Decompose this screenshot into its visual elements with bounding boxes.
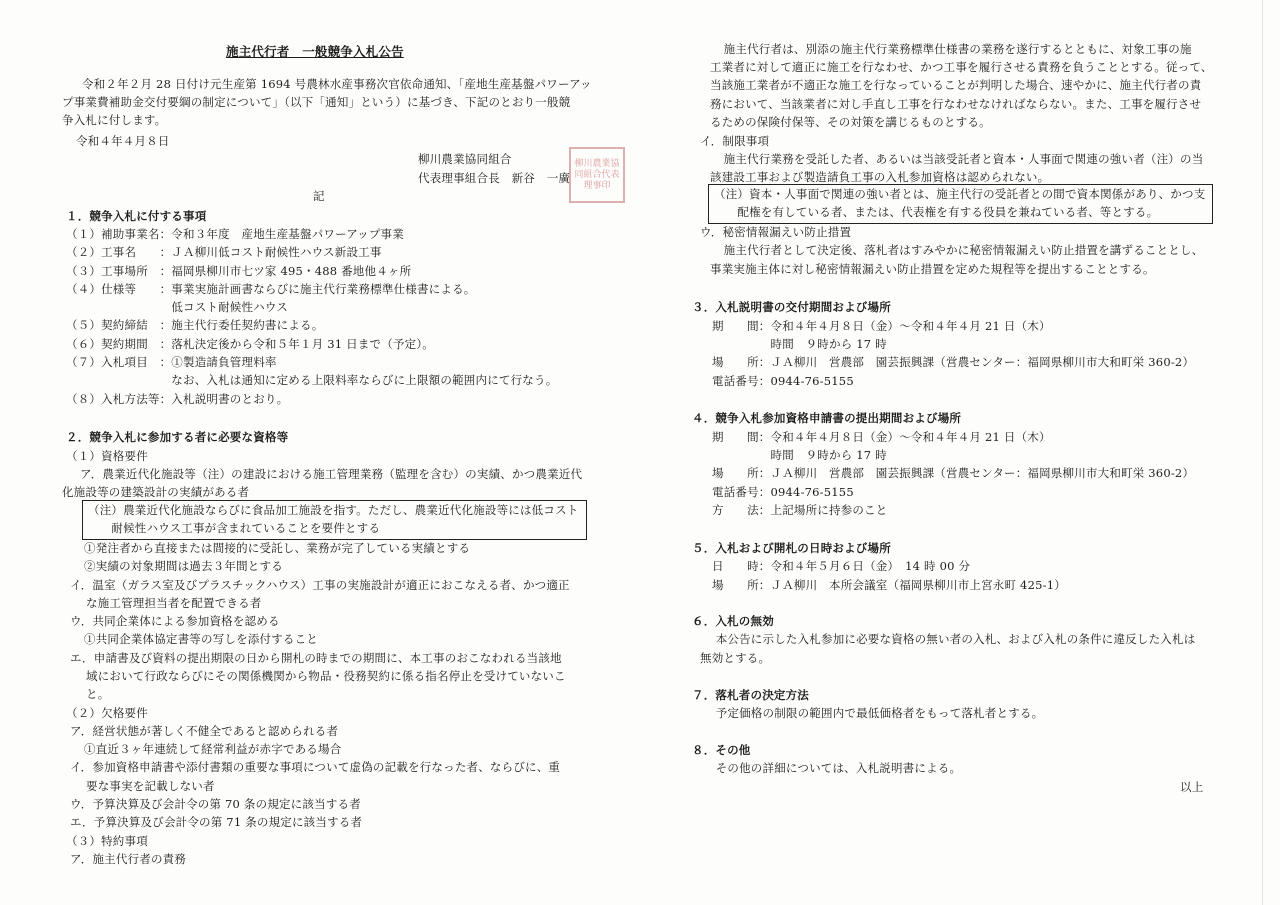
right-para-line-2: 工業者に対して適正に施工を行なわせ、かつ工事を履行させる責務を負うこととする。従って、	[710, 60, 1213, 74]
intro-line-1: 令和２年２月 28 日付け元生産第 1694 号農林水産事務次官依命通知、「産地生産基盤パワーアッ	[82, 77, 592, 91]
intro-line-2: プ事業費補助金交付要綱の制定について」（以下「通知」という）に基づき、下記のとおり一般競	[62, 95, 571, 109]
s2-a-line-2: 化施設等の建築設計の実績がある者	[62, 485, 250, 499]
s2-a-cond-2: ②実績の対象期間は過去３年間とする	[84, 559, 283, 573]
s4-period: 期 間：令和４年４月８日（金）～令和４年４月 21 日（木）	[712, 430, 1051, 444]
document-title: 施主代行者 一般競争入札公告	[226, 44, 404, 59]
issuer-representative: 代表理事組合長 新谷 一廣	[418, 171, 571, 185]
right-para-line-1: 施主代行者は、別添の施主代行業務標準仕様書の業務を遂行するとともに、対象工事の施	[712, 42, 1192, 56]
s4-phone: 電話番号：0944-76-5155	[712, 485, 854, 499]
s8-line-1: その他の詳細については、入札説明書による。	[704, 761, 962, 775]
note-2-line-1: （注）資本・人事面で関連の強い者とは、施主代行の受託者との間で資本関係があり、かつ支	[714, 187, 1206, 201]
s3-phone: 電話番号：0944-76-5155	[712, 374, 854, 388]
s2-k-line-2: ①直近３ヶ年連続して経常利益が赤字である場合	[84, 742, 342, 756]
right-para-line-4: 務において、当該業者に対し手直し工事を行なわせなければならない。また、工事を履行させ	[710, 97, 1202, 111]
s1-item-3: （３）工事場所 ：福岡県柳川市七ツ家 495・488 番地他４ヶ所	[66, 264, 412, 278]
section-3-heading: ３．入札説明書の交付期間および場所	[692, 300, 891, 314]
secrecy-line-2: 事業実施主体に対し秘密情報漏えい防止措置を定めた規程等を提出することとする。	[710, 262, 1155, 276]
s7-line-1: 予定価格の制限の範囲内で最低価格者をもって落札者とする。	[704, 706, 1044, 720]
intro-line-3: 争入札に付します。	[62, 113, 167, 127]
s2-t-line-1: ア．施主代行者の責務	[70, 852, 187, 866]
note-1-line-1: （注）農業近代化施設ならびに食品加工施設を指す。ただし、農業近代化施設等には低コスト	[88, 503, 579, 517]
section-8-heading: ８．その他	[692, 743, 751, 757]
s2-u-line-1: ウ．共同企業体による参加資格を認める	[70, 614, 280, 628]
s2-sub-2: （２）欠格要件	[66, 706, 148, 720]
section-5-heading: ５．入札および開札の日時および場所	[692, 541, 891, 555]
s2-k-line-1: ア．経営状態が著しく不健全であると認められる者	[70, 724, 339, 738]
section-2-heading: ２．競争入札に参加する者に必要な資格等	[66, 430, 289, 444]
s1-item-1: （１）補助事業名：令和３年度 産地生産基盤パワーアップ事業	[66, 227, 404, 241]
s5-place: 場 所：ＪＡ柳川 本所会議室（福岡県柳川市上宮永町 425-1）	[712, 578, 1066, 592]
s2-a-line-1: ア．農業近代化施設等（注）の建設における施工管理業務（監理を含む）の実績、かつ農業近代	[80, 467, 583, 481]
s1-item-5: （５）契約締結 ：施主代行委任契約書による。	[66, 318, 324, 332]
restriction-line-2: 該建設工事および製造請負工事の入札参加資格は認められない。	[710, 170, 1050, 184]
secrecy-line-1: 施主代行者として決定後、落札者はすみやかに秘密情報漏えい防止措置を講ずることとし、	[712, 243, 1204, 257]
s2-i-line-1: イ．温室（ガラス室及びプラスチックハウス）工事の実施設計が適正におこなえる者、かつ適正	[70, 578, 570, 592]
s3-period: 期 間：令和４年４月８日（金）～令和４年４月 21 日（木）	[712, 319, 1051, 333]
s6-line-2: 無効とする。	[700, 651, 771, 665]
issuer-organization: 柳川農業協同組合	[418, 152, 512, 166]
s6-line-1: 本公告に示した入札参加に必要な資格の無い者の入札、および入札の条件に違反した入札は	[704, 632, 1196, 646]
s1-item-8: （８）入札方法等：入札説明書のとおり。	[66, 392, 289, 406]
restriction-line-1: 施主代行業務を受託した者、あるいは当該受託者と資本・人事面で関連の強い者（注）の当	[712, 152, 1204, 166]
s1-item-4: （４）仕様等 ：事業実施計画書ならびに施主代行業務標準仕様書による。	[66, 282, 476, 296]
official-seal-stamp: 柳川農業協同組合代表理事印	[569, 147, 625, 203]
s1-item-2: （２）工事名 ：ＪＡ柳川低コスト耐候性ハウス新設工事	[66, 245, 382, 259]
section-4-heading: ４．競争入札参加資格申請書の提出期間および場所	[692, 411, 962, 425]
s1-item-7: （７）入札項目 ：①製造請負管理料率	[66, 355, 277, 369]
s2-sub-3: （３）特約事項	[66, 834, 148, 848]
secrecy-heading: ウ．秘密情報漏えい防止措置	[700, 225, 852, 239]
s1-item-7-cont: なお、入札は通知に定める上限料率ならびに上限額の範囲内にて行なう。	[66, 373, 558, 387]
restriction-heading: イ．制限事項	[700, 134, 770, 148]
right-para-line-3: 当該施工業者が不適正な施工を行なっていることが判明した場合、速やかに、施主代行者の責	[710, 78, 1202, 92]
notice-date: 令和４年４月８日	[76, 134, 170, 148]
s2-k-line-5: ウ．予算決算及び会計令の第 70 条の規定に該当する者	[70, 797, 361, 811]
s2-k-line-6: エ．予算決算及び会計令の第 71 条の規定に該当する者	[70, 815, 363, 829]
end-mark: 以上	[1180, 780, 1204, 794]
ki-label: 記	[313, 189, 325, 203]
s2-e-line-3: と。	[86, 687, 110, 701]
s5-datetime: 日 時：令和４年５月６日（金） 14 時 00 分	[712, 559, 971, 573]
s3-place: 場 所：ＪＡ柳川 営農部 園芸振興課（営農センター：福岡県柳川市大和町栄 360-2）	[712, 355, 1195, 369]
s4-time: 時間 ９時から 17 時	[712, 448, 887, 462]
s3-time: 時間 ９時から 17 時	[712, 337, 887, 351]
s2-u-line-2: ①共同企業体協定書等の写しを添付すること	[84, 632, 318, 646]
note-2-line-2: 配権を有している者、または、代表権を有する役員を兼ねている者、等とする。	[714, 205, 1159, 219]
s1-item-6: （６）契約期間 ：落札決定後から令和５年１月 31 日まで（予定）。	[66, 337, 434, 351]
s4-place: 場 所：ＪＡ柳川 営農部 園芸振興課（営農センター：福岡県柳川市大和町栄 360-2）	[712, 466, 1195, 480]
s2-i-line-2: な施工管理担当者を配置できる者	[86, 596, 262, 610]
s2-sub-1: （１）資格要件	[66, 449, 148, 463]
note-1-line-2: 耐候性ハウス工事が含まれていることを要件とする	[88, 521, 381, 535]
s4-method: 方 法：上記場所に持参のこと	[712, 503, 888, 517]
s2-e-line-1: エ．申請書及び資料の提出期限の日から開札の時までの期間に、本工事のおこなわれる当該地	[70, 651, 562, 665]
section-1-heading: １．競争入札に付する事項	[66, 209, 207, 223]
section-7-heading: ７．落札者の決定方法	[692, 688, 809, 702]
s1-item-4-cont: 低コスト耐候性ハウス	[66, 300, 288, 314]
s2-k-line-3: イ．参加資格申請書や添付書類の重要な事項について虚偽の記載を行なった者、ならびに、重	[70, 760, 561, 774]
page-fold-line	[1262, 0, 1263, 905]
s2-e-line-2: 域において行政ならびにその関係機関から物品・役務契約に係る指名停止を受けていないこ	[86, 669, 566, 683]
s2-a-cond-1: ①発注者から直接または間接的に受託し、業務が完了している実績とする	[84, 541, 471, 555]
right-para-line-5: るための保険付保等、その対策を講じるものとする。	[710, 115, 991, 129]
s2-k-line-4: 要な事実を記載しない者	[86, 779, 215, 793]
section-6-heading: ６．入札の無効	[692, 614, 774, 628]
